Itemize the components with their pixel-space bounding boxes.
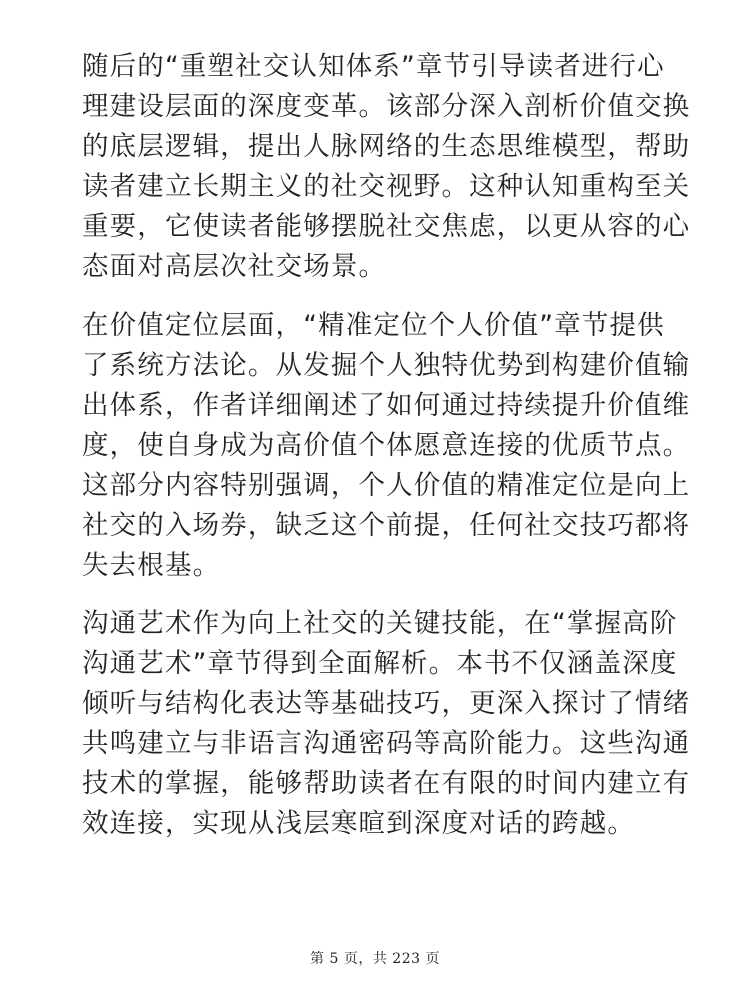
text-line: 倾听与结构化表达等基础技巧，更深入探讨了情绪 xyxy=(82,688,691,719)
body-text xyxy=(82,47,691,844)
text-line: 随后的“重塑社交认知体系”章节引导读者进行心 xyxy=(82,51,665,82)
text-line: 重要，它使读者能够摆脱社交焦虑，以更从容的心 xyxy=(82,211,691,242)
paragraph-social-cognition xyxy=(82,47,691,287)
text-line: 技术的掌握，能够帮助读者在有限的时间内建立有 xyxy=(82,768,691,799)
text-line: 了系统方法论。从发掘个人独特优势到构建价值输 xyxy=(82,350,691,381)
paragraph-communication-art xyxy=(82,604,691,844)
paragraph-value-positioning xyxy=(82,306,691,586)
text-line: 社交的入场券，缺乏这个前提，任何社交技巧都将 xyxy=(82,510,691,541)
text-line: 在价值定位层面，“精准定位个人价值”章节提供 xyxy=(82,310,665,341)
text-line: 出体系，作者详细阐述了如何通过持续提升价值维 xyxy=(82,390,691,421)
text-line: 读者建立长期主义的社交视野。这种认知重构至关 xyxy=(82,171,691,202)
text-line: 这部分内容特别强调，个人价值的精准定位是向上 xyxy=(82,470,691,501)
text-line: 沟通艺术作为向上社交的关键技能，在“掌握高阶 xyxy=(82,608,678,639)
text-line: 沟通艺术”章节得到全面解析。本书不仅涵盖深度 xyxy=(82,648,678,679)
text-line: 共鸣建立与非语言沟通密码等高阶能力。这些沟通 xyxy=(82,728,691,759)
text-line: 的底层逻辑，提出人脉网络的生态思维模型，帮助 xyxy=(82,131,691,162)
text-line: 效连接，实现从浅层寒暄到深度对话的跨越。 xyxy=(82,808,635,839)
text-line: 理建设层面的深度变革。该部分深入剖析价值交换 xyxy=(82,91,691,122)
text-line: 态面对高层次社交场景。 xyxy=(82,251,387,282)
text-line: 失去根基。 xyxy=(82,550,221,581)
page-number-footer: 第 5 页，共 223 页 xyxy=(310,951,440,967)
text-line: 度，使自身成为高价值个体愿意连接的优质节点。 xyxy=(82,430,691,461)
